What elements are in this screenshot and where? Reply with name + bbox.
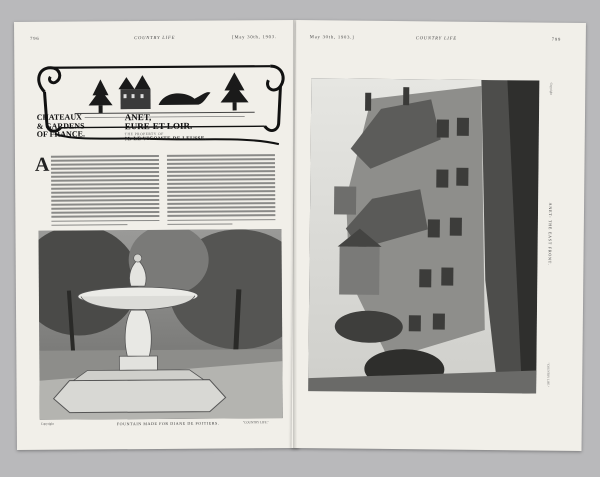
chateau-caption: ANET: THE EAST FRONT. [547,202,554,266]
owner-prefix: THE PROPERTY OF [124,131,164,137]
photo-credit-bottom: "COUNTRY LIFE." [546,362,551,388]
photo-credit-left: Copyright [40,421,54,426]
spine-gutter [293,20,299,448]
owner-name: M. LE VICOMTE DE LEUSSE. [124,135,207,143]
left-running-title: COUNTRY LIFE [134,34,176,41]
photo-credit-top: Copyright [549,82,554,95]
place-title [125,113,193,131]
place-line-1: ANET, [124,112,152,123]
heading-line-2: & GARDENS [36,120,85,131]
right-running-title: COUNTRY LIFE [415,35,457,41]
right-running-date: May 30th, 1903.] [309,34,355,40]
heading-line-1: CHATEAUX [36,112,82,122]
right-folio: 799 [551,36,562,42]
fountain-caption: FOUNTAIN MADE FOR DIANE DE POITIERS. [116,420,220,427]
heading-line-3: OF FRANCE. [36,129,85,139]
text-column-1 [51,155,160,228]
place-line-2: EURE-ET-LOIR. [124,120,193,132]
drop-cap: A [34,153,50,176]
photo-credit-right: "COUNTRY LIFE." [242,420,269,425]
left-running-date: [May 30th, 1903. [232,34,277,40]
owner-credit [125,132,207,143]
chateau-photo [308,78,539,393]
fountain-photo [38,229,282,420]
right-page [292,20,586,451]
left-page [14,20,299,450]
magazine-spread [14,20,590,448]
left-folio: 796 [30,35,40,41]
series-heading [37,113,85,139]
text-column-2 [167,154,276,227]
